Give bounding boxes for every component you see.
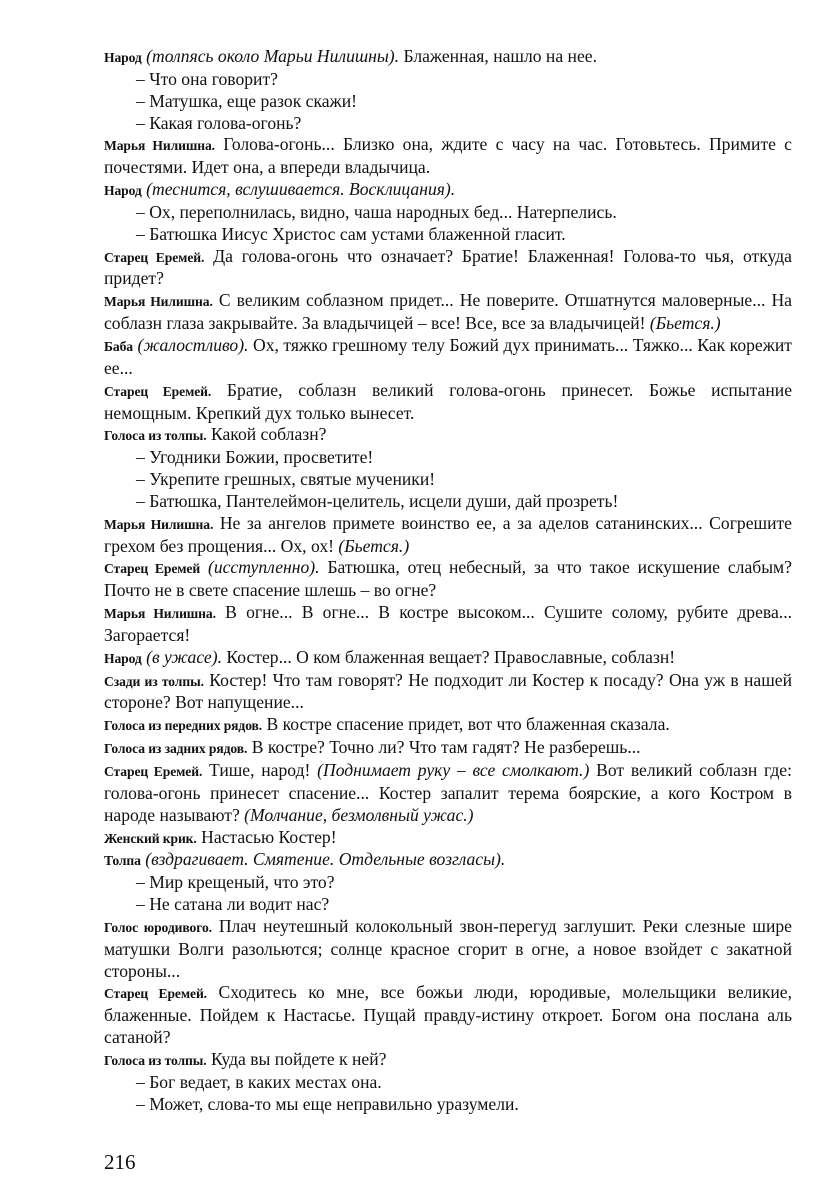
stage-line <box>104 849 792 872</box>
stage-line <box>104 982 792 1049</box>
dialogue-dash-line: – Батюшка Иисус Христос сам устами блаженной гласит. <box>136 223 566 244</box>
speaker-name: Марья Нилишна. <box>104 138 215 154</box>
dialogue-dash-line: – Угодники Божии, просветите! <box>136 447 374 468</box>
stage-direction: (вздрагивает. Смятение. Отдельные возгласы). <box>145 849 506 870</box>
speech-text: Блаженная, нашло на нее. <box>403 46 597 66</box>
stage-direction: (Поднимает руку – все смолкают.) <box>317 760 590 780</box>
speech-text: С великим соблазном придет... Не поверите. Отшатнутся маловерные... На соблазн глаза закрывайте. За владычицей – все! Все, все за владычицей! <box>104 290 792 334</box>
speech-text: Плач неутешный колокольный звон-перегуд заглушит. Реки слезные шире матушки Волги разольются; солнце красное сгорит в огне, а новое взойдет с закатной стороны... <box>104 915 792 981</box>
stage-line <box>104 1049 792 1072</box>
speaker-name: Старец Еремей. <box>104 764 203 779</box>
stage-direction: (теснится, вслушивается. Восклицания). <box>146 179 456 200</box>
speaker-name: Сзади из толпы. <box>104 673 204 689</box>
dialogue-dash-line: – Мир крещеный, что это? <box>136 872 335 893</box>
stage-line <box>104 737 792 760</box>
speaker-name: Народ <box>104 50 142 65</box>
stage-line <box>104 916 792 983</box>
stage-direction: (Молчание, безмолвный ужас.) <box>244 804 474 825</box>
speech-text: Сходитесь ко мне, все божьи люди, юродивые, молельщики великие, блаженные. Пойдем к Настасье. Пущай правду-истину откроет. Богом она послана аль сатаной? <box>104 982 792 1048</box>
speaker-name: Толпа <box>104 853 141 869</box>
stage-line <box>104 760 792 827</box>
speaker-name: Голос юродивого. <box>104 919 212 935</box>
speaker-name: Марья Нилишна. <box>104 606 216 622</box>
speech-text: Тише, народ! <box>209 760 311 780</box>
dialogue-dash-line: – Ох, переполнилась, видно, чаша народных бед... Натерпелись. <box>136 201 617 222</box>
stage-line <box>104 670 792 715</box>
speech-text: Не за ангелов примете воинство ее, а за аделов сатанинских... Согрешите грехом без прощения... Ох, ох! <box>104 512 792 556</box>
speaker-name: Голоса из толпы. <box>104 428 207 444</box>
dialogue-dash-line: – Укрепите грешных, святые мученики! <box>136 469 436 490</box>
speaker-name: Голоса из задних рядов. <box>104 741 248 757</box>
speech-text: Костер... О ком блаженная вещает? Православные, соблазн! <box>226 646 676 667</box>
stage-direction: (исступленно). <box>207 557 320 578</box>
speech-text: Братие, соблазн великий голова-огонь принесет. Божье испытание немощным. Крепкий дух только вынесет. <box>104 379 792 423</box>
stage-line <box>104 290 792 335</box>
speaker-name: Марья Нилишна. <box>104 294 213 310</box>
stage-direction: (в ужасе). <box>146 646 222 667</box>
speech-text: Ох, тяжко грешному телу Божий дух принимать... Тяжко... Как корежит ее... <box>104 334 792 378</box>
dialogue-dash-line: – Что она говорит? <box>136 68 278 89</box>
speaker-name: Старец Еремей <box>104 561 201 577</box>
speaker-name: Голоса из передних рядов. <box>104 718 263 734</box>
stage-line <box>104 513 792 558</box>
speech-text: В огне... В огне... В костре высоком... Сушите солому, рубите древа... Загорается! <box>104 602 792 645</box>
speech-text: Да голова-огонь что означает? Братие! Блаженная! Голова-то чья, откуда придет? <box>104 245 792 289</box>
dialogue-dash-line: – Какая голова-огонь? <box>136 112 302 133</box>
speaker-name: Старец Еремей. <box>104 249 205 265</box>
stage-line <box>104 380 792 425</box>
stage-line <box>104 647 792 670</box>
stage-line <box>104 46 792 69</box>
speech-text: Вот великий соблазн где: голова-огонь принесет спасение... Костер запалит терема боярские, а кого Костром в народе называют? <box>104 760 792 825</box>
speech-text: Батюшка, отец небесный, за что такое искушение слабым? Почто не в свете спасение шлешь – во огне? <box>104 557 792 601</box>
speaker-name: Старец Еремей. <box>104 383 212 399</box>
speaker-name: Народ <box>104 183 142 199</box>
dialogue-dash-line: – Не сатана ли водит нас? <box>136 894 330 915</box>
stage-line <box>104 134 792 179</box>
stage-direction: (Бьется.) <box>649 313 721 334</box>
stage-line <box>104 335 792 380</box>
dialogue-dash-line: – Бог ведает, в каких местах она. <box>136 1071 382 1092</box>
speech-text: Костер! Что там говорят? Не подходит ли Костер к посаду? Она уж в нашей стороне? Вот напущение... <box>104 669 792 713</box>
speech-text: В костре спасение придет, вот что блаженная сказала. <box>266 714 670 735</box>
dialogue-dash-line: – Батюшка, Пантелеймон-целитель, исцели души, дай прозреть! <box>136 490 619 511</box>
page-number: 216 <box>104 1150 136 1174</box>
stage-line <box>104 827 792 850</box>
speech-text: Какой соблазн? <box>210 424 327 445</box>
speech-text: В костре? Точно ли? Что там гадят? Не разберешь... <box>251 737 641 758</box>
speech-text: Голова-огонь... Близко она, ждите с часу на час. Готовьтесь. Примите с почестями. Идет она, а впереди владычица. <box>104 134 792 178</box>
speaker-name: Женский крик. <box>104 830 197 846</box>
speaker-name: Голоса из толпы. <box>104 1052 207 1068</box>
dialogue-dash-line: – Может, слова-то мы еще неправильно уразумели. <box>136 1093 519 1114</box>
speaker-name: Баба <box>104 338 133 354</box>
stage-line <box>104 424 792 447</box>
stage-line <box>104 179 792 202</box>
stage-line <box>104 714 792 737</box>
stage-line <box>104 246 792 291</box>
stage-line <box>104 557 792 602</box>
stage-line <box>104 602 792 647</box>
stage-direction: (толпясь около Марьи Нилишны). <box>146 46 400 66</box>
speaker-name: Народ <box>104 650 142 666</box>
stage-direction: (жалостливо). <box>137 334 249 355</box>
stage-direction: (Бьется.) <box>338 535 410 556</box>
speech-text: Настасью Костер! <box>201 826 337 847</box>
speaker-name: Марья Нилишна. <box>104 516 214 532</box>
speaker-name: Старец Еремей. <box>104 986 207 1002</box>
speech-text: Куда вы пойдете к ней? <box>210 1048 387 1069</box>
dialogue-dash-line: – Матушка, еще разок скажи! <box>136 90 357 111</box>
